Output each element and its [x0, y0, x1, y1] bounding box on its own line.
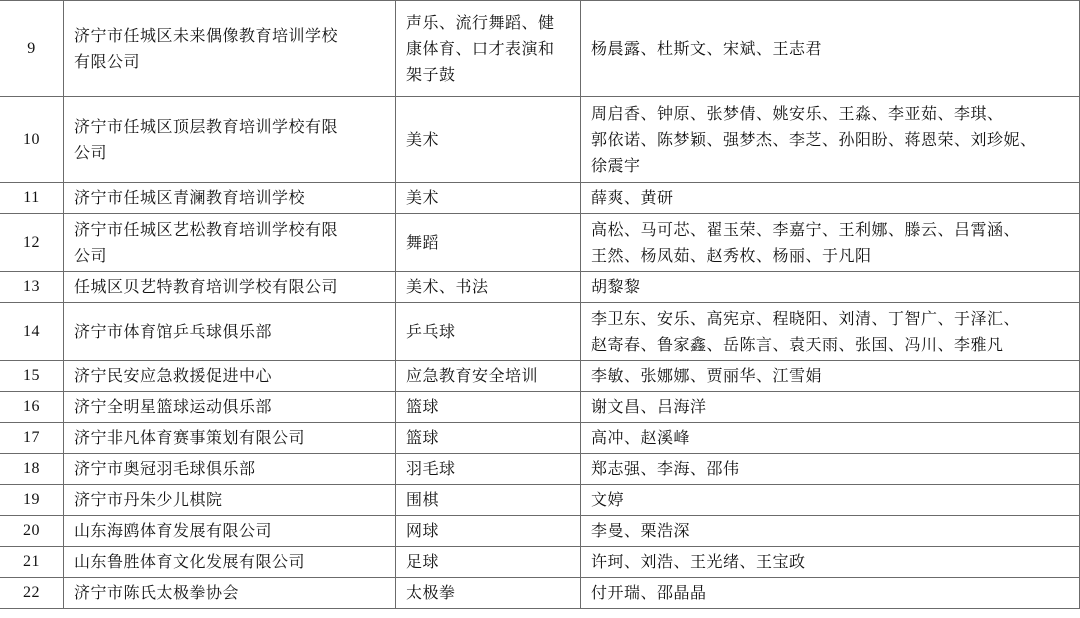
- project-cell: 声乐、流行舞蹈、健 康体育、口才表演和 架子鼓: [396, 1, 581, 97]
- row-number-cell: 9: [0, 1, 64, 97]
- row-number-cell: 12: [0, 214, 64, 272]
- table-row: [0, 547, 1080, 578]
- organization-cell: 山东海鸥体育发展有限公司: [64, 516, 396, 547]
- project-cell: 美术: [396, 183, 581, 214]
- table-row: [0, 272, 1080, 303]
- names-cell: 周启香、钟原、张梦倩、姚安乐、王淼、李亚茹、李琪、 郭依诺、陈梦颖、强梦杰、李芝、孙阳盼、蒋恩荣、刘珍妮、 徐震宇: [581, 97, 1080, 183]
- table-row: [0, 392, 1080, 423]
- row-number-cell: 21: [0, 547, 64, 578]
- table-row: [0, 97, 1080, 183]
- row-number-cell: 22: [0, 578, 64, 609]
- organization-cell: 济宁市丹朱少儿棋院: [64, 485, 396, 516]
- row-number-cell: 14: [0, 303, 64, 361]
- table-row: [0, 485, 1080, 516]
- organization-cell: 济宁民安应急救援促进中心: [64, 361, 396, 392]
- organization-cell: 济宁市体育馆乒乓球俱乐部: [64, 303, 396, 361]
- row-number-cell: 13: [0, 272, 64, 303]
- table-row: [0, 361, 1080, 392]
- names-cell: 薛爽、黄研: [581, 183, 1080, 214]
- project-cell: 乒乓球: [396, 303, 581, 361]
- project-cell: 太极拳: [396, 578, 581, 609]
- organization-cell: 济宁市任城区艺松教育培训学校有限 公司: [64, 214, 396, 272]
- project-cell: 篮球: [396, 392, 581, 423]
- table-row: [0, 578, 1080, 609]
- table-row: [0, 183, 1080, 214]
- organization-cell: 济宁市陈氏太极拳协会: [64, 578, 396, 609]
- names-cell: 许珂、刘浩、王光绪、王宝政: [581, 547, 1080, 578]
- row-number-cell: 15: [0, 361, 64, 392]
- names-cell: 谢文昌、吕海洋: [581, 392, 1080, 423]
- row-number-cell: 19: [0, 485, 64, 516]
- project-cell: 围棋: [396, 485, 581, 516]
- project-cell: 美术: [396, 97, 581, 183]
- organization-cell: 山东鲁胜体育文化发展有限公司: [64, 547, 396, 578]
- names-cell: 文婷: [581, 485, 1080, 516]
- names-cell: 胡黎黎: [581, 272, 1080, 303]
- row-number-cell: 16: [0, 392, 64, 423]
- row-number-cell: 18: [0, 454, 64, 485]
- names-cell: 高冲、赵溪峰: [581, 423, 1080, 454]
- names-cell: 李曼、栗浩深: [581, 516, 1080, 547]
- project-cell: 足球: [396, 547, 581, 578]
- organization-cell: 济宁市任城区青澜教育培训学校: [64, 183, 396, 214]
- names-cell: 高松、马可芯、翟玉荣、李嘉宁、王利娜、滕云、吕霄涵、 王然、杨凤茹、赵秀枚、杨丽、于凡阳: [581, 214, 1080, 272]
- table-row: [0, 303, 1080, 361]
- row-number-cell: 10: [0, 97, 64, 183]
- names-cell: 李卫东、安乐、高宪京、程晓阳、刘清、丁智广、于泽汇、 赵寄春、鲁家鑫、岳陈言、袁天雨、张国、冯川、李雅凡: [581, 303, 1080, 361]
- table-body: [0, 1, 1080, 609]
- names-cell: 杨晨露、杜斯文、宋斌、王志君: [581, 1, 1080, 97]
- organization-cell: 任城区贝艺特教育培训学校有限公司: [64, 272, 396, 303]
- table-row: [0, 214, 1080, 272]
- row-number-cell: 11: [0, 183, 64, 214]
- organization-cell: 济宁非凡体育赛事策划有限公司: [64, 423, 396, 454]
- table-row: [0, 423, 1080, 454]
- project-cell: 美术、书法: [396, 272, 581, 303]
- row-number-cell: 17: [0, 423, 64, 454]
- organization-cell: 济宁全明星篮球运动俱乐部: [64, 392, 396, 423]
- project-cell: 篮球: [396, 423, 581, 454]
- project-cell: 舞蹈: [396, 214, 581, 272]
- table-row: [0, 516, 1080, 547]
- table-row: [0, 1, 1080, 97]
- project-cell: 羽毛球: [396, 454, 581, 485]
- organization-cell: 济宁市奥冠羽毛球俱乐部: [64, 454, 396, 485]
- organization-cell: 济宁市任城区未来偶像教育培训学校 有限公司: [64, 1, 396, 97]
- names-cell: 付开瑞、邵晶晶: [581, 578, 1080, 609]
- names-cell: 李敏、张娜娜、贾丽华、江雪娟: [581, 361, 1080, 392]
- organization-cell: 济宁市任城区顶层教育培训学校有限 公司: [64, 97, 396, 183]
- project-cell: 应急教育安全培训: [396, 361, 581, 392]
- names-cell: 郑志强、李海、邵伟: [581, 454, 1080, 485]
- project-cell: 网球: [396, 516, 581, 547]
- table-row: [0, 454, 1080, 485]
- row-number-cell: 20: [0, 516, 64, 547]
